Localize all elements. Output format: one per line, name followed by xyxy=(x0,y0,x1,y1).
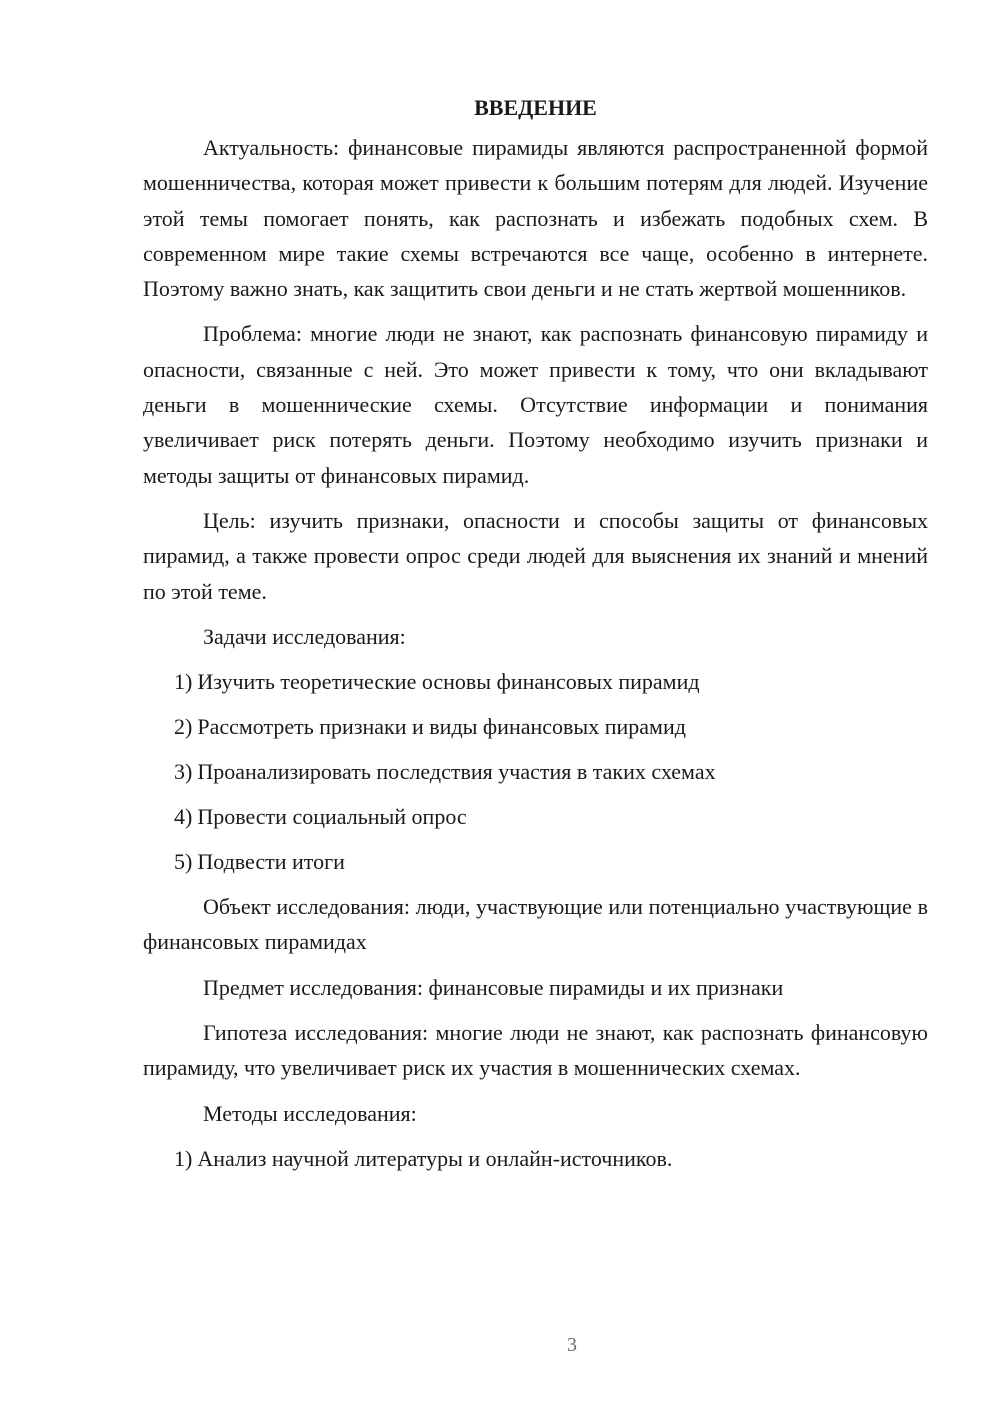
list-item-number: 1) xyxy=(174,1145,193,1171)
list-item xyxy=(143,844,928,879)
list-item-number: 1) xyxy=(174,669,193,695)
list-item-text: Анализ научной литературы и онлайн-источников. xyxy=(197,1145,673,1171)
list-item-text: Проанализировать последствия участия в таких схемах xyxy=(197,759,716,785)
page-number: 3 xyxy=(567,1334,577,1356)
paragraph-object: Объект исследования: люди, участвующие или потенциально участвующие в финансовых пирамидах xyxy=(143,894,928,955)
list-item xyxy=(143,754,928,789)
list-item-number: 2) xyxy=(174,714,193,740)
list-item xyxy=(143,709,928,744)
list-item-text: Провести социальный опрос xyxy=(197,804,467,830)
paragraph-hypothesis: Гипотеза исследования: многие люди не знают, как распознать финансовую пирамиду, что увеличивает риск их участия в мошеннических схемах. xyxy=(143,1020,928,1081)
list-item xyxy=(143,799,928,834)
tasks-heading: Задачи исследования: xyxy=(203,623,406,649)
paragraph-goal: Цель: изучить признаки, опасности и способы защиты от финансовых пирамид, а также провести опрос среди людей для выяснения их знаний и мнений по этой теме. xyxy=(143,507,928,604)
page-title: ВВЕДЕНИЕ xyxy=(474,95,597,120)
list-item-number: 5) xyxy=(174,849,193,875)
list-item-number: 4) xyxy=(174,804,193,830)
list-item-text: Рассмотреть признаки и виды финансовых пирамид xyxy=(197,714,686,740)
methods-heading: Методы исследования: xyxy=(203,1100,417,1126)
paragraph-subject: Предмет исследования: финансовые пирамиды и их признаки xyxy=(203,974,784,1000)
paragraph-relevance: Актуальность: финансовые пирамиды являются распространенной формой мошенничества, которая может привести к большим потерям для людей. Изучение этой темы помогает понять, как распознать и избежать подобных схем. В современном мире такие схемы встречаются все чаще, особенно в интернете. Поэтому важно знать, как защитить свои деньги и не стать жертвой мошенников. xyxy=(143,135,928,302)
list-item xyxy=(143,664,928,699)
paragraph-problem: Проблема: многие люди не знают, как распознать финансовую пирамиду и опасности, связанные с ней. Это может привести к тому, что они вкладывают деньги в мошеннические схемы. Отсутствие информации и понимания увеличивает риск потерять деньги. Поэтому необходимо изучить признаки и методы защиты от финансовых пирамид. xyxy=(143,321,928,488)
list-item-text: Изучить теоретические основы финансовых пирамид xyxy=(197,669,700,695)
list-item xyxy=(143,1141,928,1176)
document-page xyxy=(143,90,928,1186)
list-item-text: Подвести итоги xyxy=(197,849,345,875)
list-item-number: 3) xyxy=(174,759,193,785)
